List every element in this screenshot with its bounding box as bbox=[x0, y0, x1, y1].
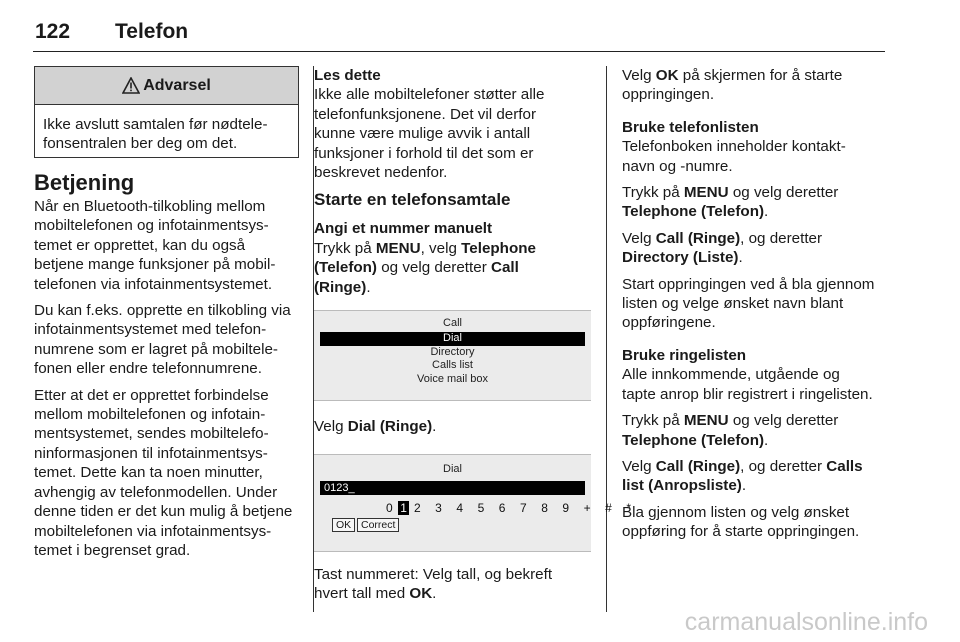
menu-item-dial[interactable]: Dial bbox=[320, 332, 585, 346]
section-heading: Starte en telefonsamtale bbox=[314, 190, 511, 210]
heading-betjening: Betjening bbox=[34, 170, 135, 195]
text-line: denne tiden er det kun mulig å betjene bbox=[34, 503, 293, 521]
correct-button[interactable]: Correct bbox=[357, 518, 399, 532]
text-line: Når en Bluetooth-tilkobling mellom bbox=[34, 198, 266, 215]
text: , og deretter bbox=[740, 229, 823, 247]
subsection-heading: Bruke telefonlisten bbox=[622, 118, 759, 136]
text: . bbox=[741, 477, 747, 495]
paragraph bbox=[622, 66, 890, 105]
text: hvert tall med bbox=[314, 585, 410, 603]
text: på skjermen for å starte bbox=[678, 67, 843, 84]
menu-item-voice-mail-box[interactable]: Voice mail box bbox=[417, 372, 488, 385]
paragraph bbox=[622, 183, 890, 222]
menu-option: Call (Ringe) bbox=[655, 229, 741, 247]
text-line: Etter at det er opprettet forbindelse bbox=[34, 386, 269, 404]
paragraph bbox=[622, 411, 890, 450]
number-entry-field[interactable]: 0123_ bbox=[320, 481, 585, 495]
text-line: mentsystemet, sendes mobiltelefo- bbox=[34, 425, 269, 443]
text-line: Telefonboken inneholder kontakt- bbox=[622, 138, 846, 156]
subsection-heading: Bruke ringelisten bbox=[622, 346, 747, 364]
column-2 bbox=[314, 66, 588, 304]
paragraph bbox=[34, 301, 299, 379]
text-line: kunne være mulige avvik i antall bbox=[314, 125, 531, 143]
text: . bbox=[764, 431, 769, 449]
watermark: carmanualsonline.info bbox=[684, 608, 928, 636]
instruction-step bbox=[314, 417, 588, 436]
text-line: oppringingen. bbox=[622, 86, 715, 104]
menu-item-calls-list[interactable]: Calls list bbox=[432, 359, 473, 371]
note-text bbox=[314, 85, 588, 182]
text: . bbox=[738, 249, 743, 267]
warning-box bbox=[34, 66, 299, 158]
menu-key-label: MENU bbox=[683, 412, 729, 430]
menu-option: Calls bbox=[826, 457, 863, 475]
instruction-step bbox=[314, 565, 588, 604]
text: og velg deretter bbox=[728, 184, 839, 202]
subsection-heading: Angi et nummer manuelt bbox=[314, 220, 493, 238]
text-line: Bla gjennom listen og velg ønsket bbox=[622, 503, 850, 521]
text-line: Ikke alle mobiltelefoner støtter alle bbox=[314, 86, 545, 104]
column-1 bbox=[34, 170, 299, 567]
warning-triangle-icon bbox=[122, 77, 140, 94]
text-line: navn og -numre. bbox=[622, 157, 733, 175]
column-2-continued bbox=[314, 417, 588, 443]
paragraph bbox=[622, 365, 890, 404]
column-divider-2 bbox=[606, 66, 607, 612]
menu-key-label: MENU bbox=[683, 184, 729, 202]
text-line: Du kan f.eks. opprette en tilkobling via bbox=[34, 302, 291, 320]
text-line: mobiltelefonen via infotainmentsys- bbox=[34, 522, 272, 540]
text-line: infotainmentsystemet med telefon- bbox=[34, 321, 267, 339]
paragraph bbox=[622, 503, 890, 542]
text: Trykk på bbox=[314, 239, 376, 257]
menu-option: Call bbox=[490, 259, 519, 277]
text-line: ninformasjonen til infotainmentsys- bbox=[34, 444, 268, 462]
text-line: temet. Dette kan ta noen minutter, bbox=[34, 464, 263, 482]
text-line: tapte anrop blir registrert i ringelisten. bbox=[622, 385, 873, 403]
screen-title: Dial bbox=[443, 463, 462, 475]
text-line: avhengig av telefonmodellen. Under bbox=[34, 483, 278, 501]
paragraph bbox=[34, 386, 299, 561]
menu-option: Call (Ringe) bbox=[655, 457, 741, 475]
paragraph bbox=[622, 275, 890, 333]
menu-key-label: OK bbox=[409, 585, 433, 603]
text-line: betjene mange funksjoner på mobil- bbox=[34, 256, 276, 274]
column-2-footer bbox=[314, 565, 588, 611]
text-line: oppføring for å starte oppringingen. bbox=[622, 523, 860, 541]
menu-option: Dial (Ringe) bbox=[347, 418, 433, 435]
page-number: 122 bbox=[35, 20, 71, 43]
text: Trykk på bbox=[622, 412, 684, 430]
menu-key-label: OK bbox=[655, 67, 679, 84]
warning-text bbox=[35, 105, 298, 154]
page-header bbox=[33, 8, 885, 52]
paragraph bbox=[622, 457, 890, 496]
text-line: temet i begrenset grad. bbox=[34, 541, 191, 559]
menu-option: Telephone (Telefon) bbox=[622, 203, 765, 221]
text-line: numrene som er lagret på mobiltele- bbox=[34, 340, 278, 358]
note-title: Les dette bbox=[314, 67, 381, 84]
text-line: Start oppringingen ved å bla gjennom bbox=[622, 275, 875, 293]
text: . bbox=[764, 203, 769, 221]
menu-option: (Ringe) bbox=[314, 278, 367, 296]
text-line: mobiltelefonen og infotainmentsys- bbox=[34, 217, 269, 235]
instruction-step bbox=[314, 239, 588, 297]
menu-key-label: MENU bbox=[375, 239, 421, 257]
text-line: listen og velge ønsket navn blant bbox=[622, 295, 844, 313]
page-title: Telefon bbox=[115, 20, 189, 43]
text: og velg deretter bbox=[728, 412, 839, 430]
paragraph bbox=[622, 137, 890, 176]
digit-key-0[interactable]: 0 bbox=[386, 501, 399, 515]
menu-option: (Telefon) bbox=[314, 259, 377, 277]
dial-screen bbox=[314, 454, 637, 552]
text-line: Tast nummeret: Velg tall, og bekreft bbox=[314, 566, 553, 583]
text: , velg bbox=[420, 239, 462, 257]
menu-option: Telephone (Telefon) bbox=[622, 431, 765, 449]
text: . bbox=[366, 278, 371, 296]
menu-item-directory[interactable]: Directory bbox=[430, 345, 475, 358]
warning-line: Ikke avslutt samtalen før nødtele- bbox=[43, 116, 268, 133]
ok-button[interactable]: OK bbox=[332, 518, 355, 532]
text: . bbox=[432, 418, 437, 435]
text: . bbox=[432, 585, 437, 603]
text-line: temet er opprettet, kan du også bbox=[34, 236, 246, 254]
text-line: beskrevet nedenfor. bbox=[314, 164, 448, 182]
digit-keys[interactable]: 2 3 4 5 6 7 8 9 + # * bbox=[413, 501, 637, 515]
text-line: telefonfunksjonene. Det vil derfor bbox=[314, 105, 537, 123]
digit-key-selected[interactable]: 1 bbox=[400, 501, 407, 515]
text-line: telefonen via infotainmentsystemet. bbox=[34, 275, 273, 293]
text: Velg bbox=[622, 457, 656, 475]
menu-option: Telephone bbox=[461, 239, 536, 257]
text-line: funksjoner i forhold til det som er bbox=[314, 144, 534, 162]
warning-line: fonsentralen ber deg om det. bbox=[43, 135, 238, 153]
column-3 bbox=[622, 66, 890, 549]
text: Trykk på bbox=[622, 184, 684, 202]
paragraph bbox=[622, 229, 890, 268]
text: og velg deretter bbox=[377, 259, 491, 277]
paragraph bbox=[34, 197, 299, 294]
menu-option: list (Anropsliste) bbox=[622, 477, 742, 495]
warning-header bbox=[35, 67, 298, 105]
call-menu-screen bbox=[314, 310, 591, 401]
text: Velg bbox=[314, 418, 348, 435]
text-line: oppføringene. bbox=[622, 314, 716, 332]
warning-title: Advarsel bbox=[143, 76, 211, 94]
text: Velg bbox=[622, 67, 656, 84]
menu-option: Directory (Liste) bbox=[622, 249, 739, 267]
text: , og deretter bbox=[740, 457, 827, 475]
digit-keypad bbox=[386, 501, 637, 515]
text-line: mellom mobiltelefonen og infotain- bbox=[34, 406, 266, 424]
text-line: Alle innkommende, utgående og bbox=[622, 366, 840, 384]
screen-title: Call bbox=[443, 317, 462, 329]
text-line: fonen eller endre telefonnumrene. bbox=[34, 360, 262, 378]
text: Velg bbox=[622, 229, 656, 247]
